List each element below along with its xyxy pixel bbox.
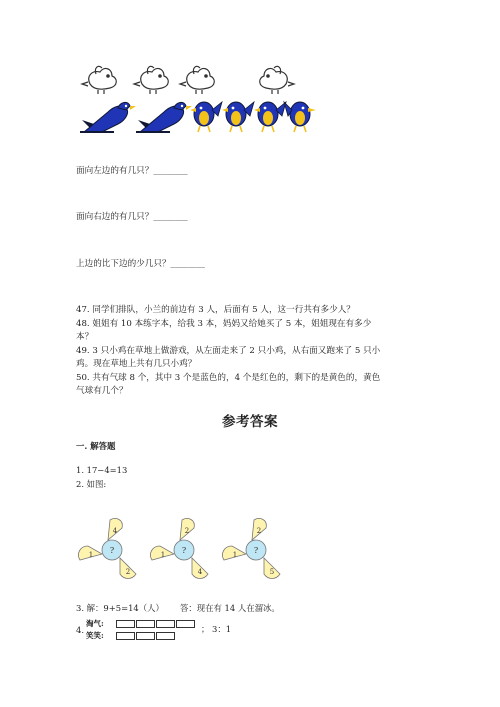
pinwheel <box>78 518 136 578</box>
bar-box <box>116 620 135 628</box>
bird-illustration <box>72 60 322 140</box>
outline-bird-icon <box>82 66 116 94</box>
answer-4-number: 4. <box>76 625 84 635</box>
problem-48-line2: 本？ <box>76 332 94 342</box>
answer-1: 1. 17−4=13 <box>76 465 128 475</box>
blue-bird-icon <box>136 102 192 132</box>
pinwheel-left: 1 <box>88 551 94 559</box>
pinwheel-center: ? <box>253 546 259 555</box>
pinwheel-top: 2 <box>256 527 262 535</box>
problem-47: 47. 同学们排队，小兰的前边有 3 人，后面有 5 人，这一行共有多少人？ <box>76 305 355 315</box>
bar-label-top: 淘气: <box>86 619 104 628</box>
bar-box <box>136 632 155 640</box>
pinwheel-right: 4 <box>197 568 203 576</box>
small-blue-bird-icon <box>222 102 254 132</box>
pinwheel-center: ? <box>109 546 115 555</box>
section-heading: 一. 解答题 <box>76 441 116 451</box>
outline-bird-icon <box>134 66 168 94</box>
bar-box <box>116 632 135 640</box>
bar-box <box>136 620 155 628</box>
pinwheel-left: 1 <box>232 551 238 559</box>
problem-50-line2: 气球有几个？ <box>76 386 128 396</box>
answers-title: 参考答案 <box>222 414 278 430</box>
answer-4-ratio: ； 3：1 <box>201 624 232 634</box>
answer-2: 2. 如图: <box>76 479 107 489</box>
problem-49-line1: 49. 3 只小鸡在草地上做游戏，从左面走来了 2 只小鸡，从右面又跑来了 5 只小 <box>76 346 381 356</box>
small-blue-bird-icon <box>190 102 222 132</box>
birds-picture <box>72 60 322 140</box>
problem-48-line1: 48. 姐姐有 10 本练字本，给我 3 本，妈妈又给她买了 5 本，姐姐现在有多少 <box>76 319 372 329</box>
outline-bird-icon <box>180 66 214 94</box>
pinwheel-top: 2 <box>184 527 190 535</box>
question-face-left: 面向左边的有几只？________ <box>76 166 188 176</box>
bar-box <box>156 620 175 628</box>
outline-bird-icon <box>260 66 294 94</box>
question-difference: 上边的比下边的少几只？________ <box>76 259 205 269</box>
pinwheel-diagrams <box>72 510 302 580</box>
pinwheel-top: 4 <box>112 527 118 535</box>
pinwheel-right: 2 <box>125 568 131 576</box>
small-blue-bird-icon <box>254 102 286 132</box>
pinwheel <box>222 518 280 578</box>
pinwheel-center: ? <box>181 546 187 555</box>
bar-label-bottom: 笑笑: <box>86 631 104 640</box>
answer-3-equation: 3. 解：9+5=14（人） <box>76 603 164 613</box>
bar-box <box>176 620 195 628</box>
small-blue-bird-icon <box>284 102 316 132</box>
blue-bird-icon <box>80 102 136 132</box>
problem-50-line1: 50. 共有气球 8 个，其中 3 个是蓝色的，4 个是红色的，剩下的是黄色的，黄色 <box>76 373 381 383</box>
bar-box <box>156 632 175 640</box>
problem-49-line2: 鸡。现在草地上共有几只小鸡？ <box>76 359 197 369</box>
pinwheel <box>150 518 208 578</box>
answer-3-text: 答：现在有 14 人在溜冰。 <box>180 603 280 613</box>
pinwheel-left: 1 <box>160 551 166 559</box>
question-face-right: 面向右边的有几只？________ <box>76 212 188 222</box>
answer-4-bar-model <box>86 618 246 648</box>
pinwheel-right: 5 <box>269 568 275 576</box>
